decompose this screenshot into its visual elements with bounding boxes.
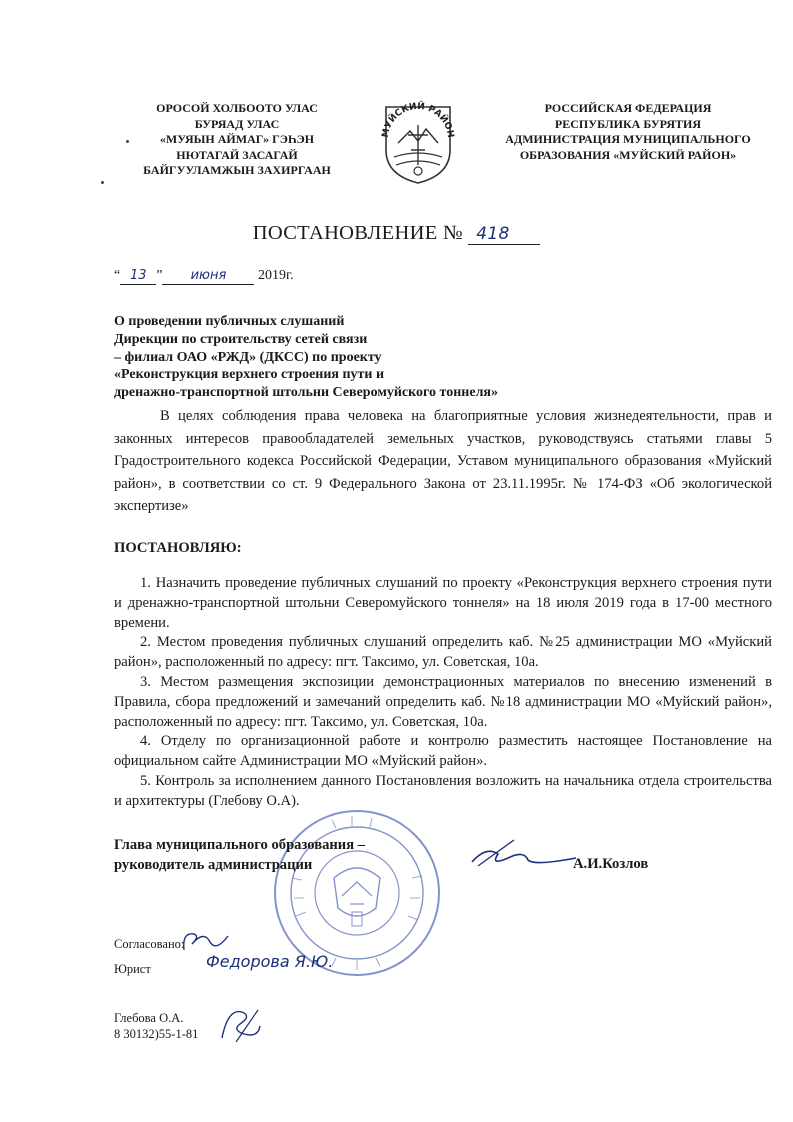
district-emblem-logo bbox=[378, 95, 458, 185]
subject-line: О проведении публичных слушаний bbox=[114, 314, 345, 329]
preamble-paragraph: В целях соблюдения права человека на благоприятные условия жизнедеятельности, прав и законных интересов правообладателей земельных участков, руководствуясь статьями главы 5 Градостроительного кодекса Российской Федерации, Уставом муниципального образования «Муйский район», в соответствии со ст. 9 Федерального Закона от 23.11.1995г. № 174-ФЗ «Об экологической экспертизе» bbox=[114, 408, 772, 514]
header-left-line: ОРОСОЙ ХОЛБООТО УЛАС bbox=[156, 101, 318, 115]
date-open-quote: “ bbox=[114, 268, 121, 283]
decree-item: 4. Отделу по организационной работе и контролю разместить настоящее Постановление на официальном сайте Администрации МО «Муйский район». bbox=[114, 733, 772, 770]
document-subject bbox=[114, 313, 498, 402]
subject-line: – филиал ОАО «РЖД» (ДКСС) по проекту bbox=[114, 349, 382, 365]
document-date bbox=[114, 268, 294, 285]
title-label: ПОСТАНОВЛЕНИЕ № bbox=[252, 222, 463, 244]
decree-item: 2. Местом проведения публичных слушаний определить каб. №25 администрации МО «Муйский район», расположенный по адресу: пгт. Таксимо, ул. Советская, 10а. bbox=[114, 634, 772, 671]
scan-speck bbox=[126, 140, 129, 143]
date-day-field bbox=[120, 268, 156, 285]
author-phone: 8 30132)55-1-81 bbox=[114, 1027, 199, 1041]
header-left-line: БАЙГУУЛАМЖЫН ЗАХИРГААН bbox=[143, 163, 331, 177]
header-right-line: ОБРАЗОВАНИЯ «МУЙСКИЙ РАЙОН» bbox=[519, 147, 737, 162]
position-line: руководитель администрации bbox=[114, 856, 313, 873]
decree-items-list bbox=[114, 574, 772, 812]
agreed-label: Согласовано: bbox=[114, 937, 185, 951]
header-left-line: НЮТАГАЙ ЗАСАГАЙ bbox=[176, 147, 298, 162]
subject-line: Дирекции по строительству сетей связи bbox=[114, 331, 368, 347]
document-author bbox=[114, 1010, 198, 1042]
header-left-line: «МУЯЫН АЙМАГ» ГЭҺЭН bbox=[159, 132, 315, 146]
document-number: 418 bbox=[468, 224, 540, 245]
signatory-position bbox=[114, 836, 365, 875]
position-line: Глава муниципального образования – bbox=[114, 837, 366, 853]
date-day: 13 bbox=[129, 268, 147, 283]
date-month: июня bbox=[190, 268, 227, 283]
header-left-bur bbox=[112, 101, 362, 179]
subject-line: дренажно-транспортной штольни Северомуйского тоннеля» bbox=[114, 385, 499, 401]
lawyer-handwritten-name: Федорова Я.Ю. bbox=[206, 952, 334, 971]
header-left-line: БУРЯАД УЛАС bbox=[194, 116, 280, 131]
scan-speck bbox=[101, 181, 104, 184]
header-right-line: АДМИНИСТРАЦИЯ МУНИЦИПАЛЬНОГО bbox=[505, 132, 751, 146]
decree-item: 3. Местом размещения экспозиции демонстрационных материалов по внесению изменений в Правила, сбора предложений и замечаний определить каб. №18 администрации МО «Муйский район», расположенный по адресу: пгт. Таксимо, ул. Советская, 10а. bbox=[114, 673, 772, 730]
signatory-name: А.И.Козлов bbox=[573, 856, 649, 872]
header-right-rus bbox=[478, 101, 778, 163]
subject-line: «Реконструкция верхнего строения пути и bbox=[114, 367, 385, 383]
head-signature bbox=[468, 836, 578, 876]
decree-heading: ПОСТАНОВЛЯЮ: bbox=[114, 540, 242, 556]
decree-item: 1. Назначить проведение публичных слушаний по проекту «Реконструкция верхнего строения пути и дренажно-транспортной штольни Северомуйского тоннеля» на 18 июля 2019 года в 17-00 местного времени. bbox=[114, 575, 772, 631]
document-title bbox=[0, 222, 793, 245]
header-right-line: РЕСПУБЛИКА БУРЯТИЯ bbox=[554, 116, 702, 131]
author-name: Глебова О.А. bbox=[114, 1011, 184, 1025]
header-right-line: РОССИЙСКАЯ ФЕДЕРАЦИЯ bbox=[544, 101, 712, 115]
emblem-text: МУЙСКИЙ РАЙОН bbox=[380, 101, 456, 139]
date-year: 2019г. bbox=[257, 268, 294, 283]
decree-item: 5. Контроль за исполнением данного Постановления возложить на начальника отдела строительства и архитектуры (Глебову О.А). bbox=[114, 772, 772, 809]
date-close-quote: ” bbox=[156, 268, 163, 283]
author-signature bbox=[214, 1004, 268, 1044]
date-month-field bbox=[162, 268, 254, 285]
lawyer-label: Юрист bbox=[114, 962, 151, 976]
